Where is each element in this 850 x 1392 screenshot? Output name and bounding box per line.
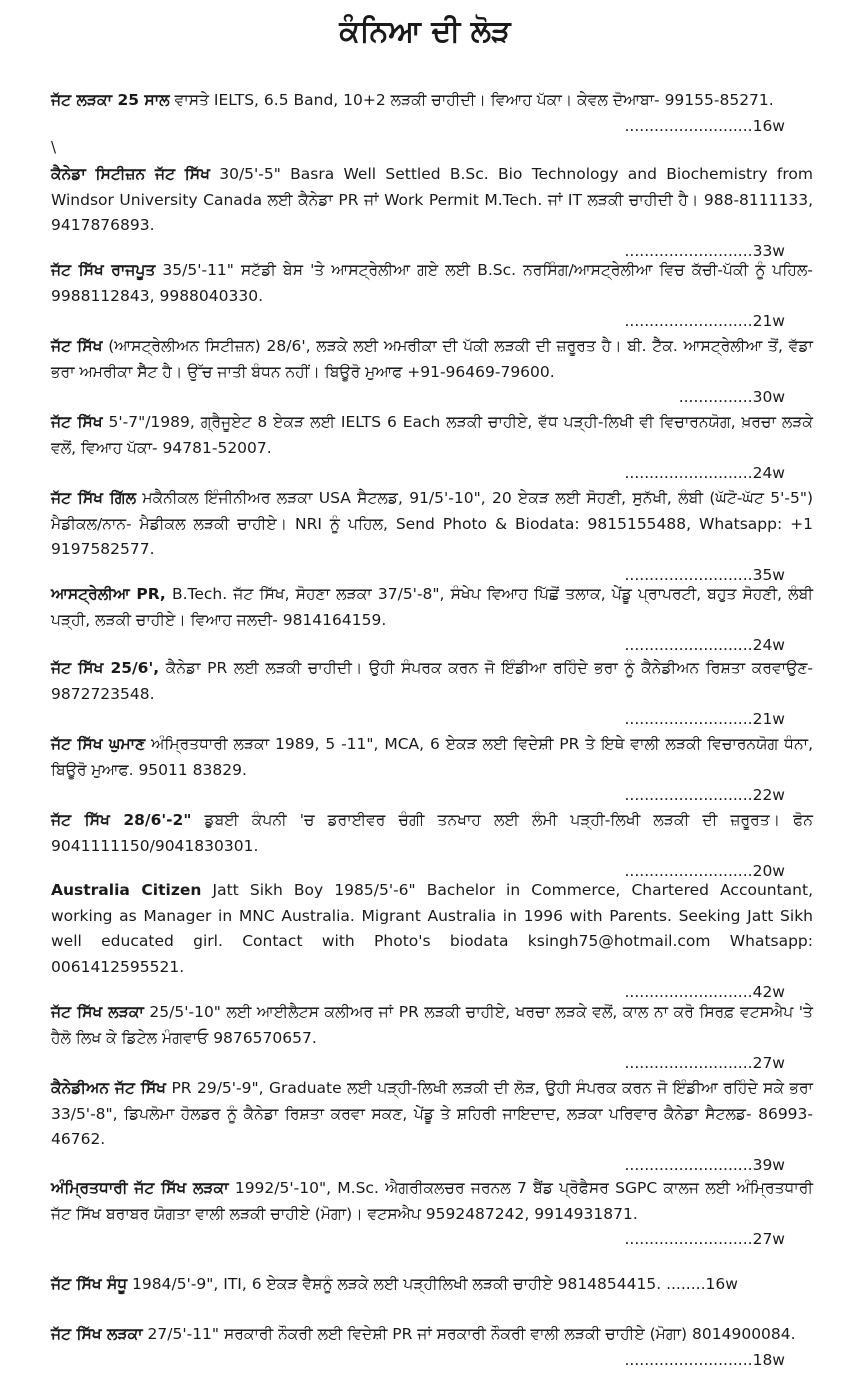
ad-body: PR 29/5'-9", Graduate ਲਈ ਪੜ੍ਹੀ-ਲਿਖੀ ਲੜਕੀ ਦੀ ਲੋੜ, ਉਹੀ ਸੰਪਰਕ ਕਰਨ ਜੋ ਇੰਡੀਆ ਰਹਿੰਦੇ ਸਕੇ ਭਰਾ 33/5'-8", ਡਿਪਲੋਮਾ ਹੋਲਡਰ ਨੂੰ ਕੈਨੇਡਾ ਰਿਸ਼ਤਾ ਕਰਵਾ ਸਕਣ, ਪੇਂਡੂ ਤੇ ਸ਼ਹਿਰੀ ਜਾਇਦਾਦ, ਲੜਕਾ ਪਰਿਵਾਰ ਕੈਨੇਡਾ ਸੈਟਲਡ- 86993-46762. xyxy=(51,1079,813,1148)
classified-ad xyxy=(51,258,813,335)
classified-ad xyxy=(51,808,813,885)
ad-code: ..........................27w xyxy=(624,1230,785,1248)
ad-code: ..........................24w xyxy=(624,636,785,654)
ad-lead: ਕੈਨੇਡਾ ਸਿਟੀਜ਼ਨ ਜੱਟ ਸਿੱਖ xyxy=(51,165,210,183)
ad-code: ...............30w xyxy=(678,388,785,406)
ad-body: ਵਾਸਤੇ IELTS, 6.5 Band, 10+2 ਲੜਕੀ ਚਾਹੀਦੀ। ਵਿਆਹ ਪੱਕਾ। ਕੇਵਲ ਦੋਆਬਾ- 99155-85271. xyxy=(169,91,774,109)
ad-body: ਅੰਮ੍ਰਿਤਧਾਰੀ ਲੜਕਾ 1989, 5 -11", MCA, 6 ਏਕੜ ਲਈ ਵਿਦੇਸ਼ੀ PR ਤੇ ਇਥੇ ਵਾਲੀ ਲੜਕੀ ਵਿਚਾਰਨਯੋਗ ਧੰਨਾ, ਬਿਊਰੋ ਮੁਆਫ. 95011 83829. xyxy=(51,735,813,779)
ad-body: 30/5'-5" Basra Well Settled B.Sc. Bio Technology and Biochemistry from Windsor University Canada ਲਈ ਕੈਨੇਡਾ PR ਜਾਂ Work Permit M.Tech. ਜਾਂ IT ਲੜਕੀ ਚਾਹੀਦੀ ਹੈ। 988-8111133, 9417876893. xyxy=(51,165,813,234)
ad-lead: ਕੈਨੇਡੀਅਨ ਜੱਟ ਸਿੱਖ xyxy=(51,1079,167,1097)
ad-lead: ਜੱਟ ਸਿੱਖ 28/6'-2" xyxy=(51,811,192,829)
ad-code: ..........................21w xyxy=(624,312,785,330)
classified-ad xyxy=(51,1000,813,1077)
classified-ad xyxy=(51,162,813,264)
ad-body: 5'-7"/1989, ਗ੍ਰੈਜੂਏਟ 8 ਏਕੜ ਲਈ IELTS 6 Each ਲੜਕੀ ਚਾਹੀਏ, ਵੱਧ ਪੜ੍ਹੀ-ਲਿਖੀ ਵੀ ਵਿਚਾਰਨਯੋਗ, ਖ਼ਰਚਾ ਲੜਕੇ ਵਲੋਂ, ਵਿਆਹ ਪੱਕਾ- 94781-52007. xyxy=(51,413,813,457)
ad-code: ..........................18w xyxy=(624,1350,785,1369)
ad-code: ..........................27w xyxy=(624,1054,785,1072)
ad-lead: ਜੱਟ ਸਿੱਖ ਲੜਕਾ xyxy=(51,1325,143,1343)
classified-ad xyxy=(51,1176,813,1253)
ad-lead: ਜੱਟ ਸਿੱਖ 25/6', xyxy=(51,659,160,677)
ad-code: ..........................42w xyxy=(624,983,785,1001)
ad-code: ..........................20w xyxy=(624,862,785,880)
classified-ad xyxy=(51,334,813,411)
ad-body: 1984/5'-9", ITI, 6 ਏਕੜ ਵੈਸ਼ਨੂੰ ਲੜਕੇ ਲਈ ਪੜ੍ਹੀਲਿਖੀ ਲੜਕੀ ਚਾਹੀਏ 9814854415. xyxy=(127,1275,662,1293)
ad-code: ..........................22w xyxy=(624,786,785,804)
classified-ad xyxy=(51,732,813,809)
ad-lead: Australia Citizen xyxy=(51,881,202,899)
ad-code: ..........................33w xyxy=(624,241,785,260)
stray-backslash: \ xyxy=(51,138,57,156)
ad-body: ਡੁਬਈ ਕੰਪਨੀ 'ਚ ਡਰਾਈਵਰ ਚੰਗੀ ਤਨਖਾਹ ਲਈ ਲੰਮੀ ਪੜ੍ਹੀ-ਲਿਖੀ ਲੜਕੀ ਦੀ ਜ਼ਰੂਰਤ। ਫੋਨ 9041111150/9041830301. xyxy=(51,811,813,855)
classified-ad xyxy=(51,1272,813,1298)
ad-code: ..........................24w xyxy=(624,464,785,482)
ad-code: ..........................39w xyxy=(624,1155,785,1174)
classified-ad xyxy=(51,582,813,659)
ad-lead: ਜੱਟ ਸਿੱਖ ਸੰਧੂ xyxy=(51,1275,128,1293)
ad-body: 27/5'-11" ਸਰਕਾਰੀ ਨੌਕਰੀ ਲਈ ਵਿਦੇਸ਼ੀ PR ਜਾਂ ਸਰਕਾਰੀ ਨੌਕਰੀ ਵਾਲੀ ਲੜਕੀ ਚਾਹੀਏ (ਮੋਗਾ) 8014900084. xyxy=(142,1325,796,1343)
ad-body: 1992/5'-10", M.Sc. ਐਗਰੀਕਲਚਰ ਜਰਨਲ 7 ਬੈਂਡ ਪ੍ਰੋਫੈਸਰ SGPC ਕਾਲਜ ਲਈ ਅੰਮ੍ਰਿਤਧਾਰੀ ਜੱਟ ਸਿੱਖ ਬਰਾਬਰ ਯੋਗਤਾ ਵਾਲੀ ਲੜਕੀ ਚਾਹੀਏ (ਮੋਗਾ)। ਵਟਸਐਪ 9592487242, 9914931871. xyxy=(51,1179,813,1223)
ad-code: ..........................16w xyxy=(624,116,785,135)
ad-code: ..........................35w xyxy=(624,565,785,584)
classified-ad xyxy=(51,410,813,487)
ad-body: 35/5'-11" ਸਟੱਡੀ ਬੇਸ 'ਤੇ ਆਸਟ੍ਰੇਲੀਆ ਗਏ ਲਈ B.Sc. ਨਰਸਿੰਗ/ਆਸਟ੍ਰੇਲੀਆ ਵਿਚ ਕੱਚੀ-ਪੱਕੀ ਨੂੰ ਪਹਿਲ- 9988112843, 9988040330. xyxy=(51,261,814,305)
ad-lead: ਜੱਟ ਸਿੱਖ ਘੁਮਾਣ xyxy=(51,735,146,753)
ad-lead: ਅੰਮ੍ਰਿਤਧਾਰੀ ਜੱਟ ਸਿੱਖ ਲੜਕਾ xyxy=(51,1179,229,1197)
ad-code: ..........................21w xyxy=(624,710,785,728)
ad-lead: ਜੱਟ ਸਿੱਖ xyxy=(51,337,103,355)
page-title: ਕੰਨਿਆ ਦੀ ਲੋੜ xyxy=(339,14,511,49)
ad-lead: ਜੱਟ ਸਿੱਖ xyxy=(51,413,103,431)
ad-body: ਮਕੈਨੀਕਲ ਇੰਜੀਨੀਅਰ ਲੜਕਾ USA ਸੈਟਲਡ, 91/5'-10", 20 ਏਕੜ ਲਈ ਸੋਹਣੀ, ਸੁਨੱਖੀ, ਲੰਬੀ (ਘੱਟੋ-ਘੱਟ 5'-5") ਮੈਡੀਕਲ/ਨਾਨ- ਮੈਡੀਕਲ ਲੜਕੀ ਚਾਹੀਏ। NRI ਨੂੰ ਪਹਿਲ, Send Photo & Biodata: 9815155488, Whatsapp: +1 9197582577. xyxy=(51,489,813,558)
classified-ad xyxy=(51,486,813,588)
ad-body: Jatt Sikh Boy 1985/5'-6" Bachelor in Commerce, Chartered Accountant, working as Manager in MNC Australia. Migrant Australia in 1996 with Parents. Seeking Jatt Sikh well educated girl. Contact with Photo's biodata ksingh75@hotmail.com Whatsapp: 0061412595521. xyxy=(51,881,813,976)
ad-lead: ਜੱਟ ਸਿੱਖ ਰਾਜਪੂਤ xyxy=(51,261,156,279)
classified-ad xyxy=(51,1322,813,1373)
ad-body: B.Tech. ਜੱਟ ਸਿੱਖ, ਸੋਹਣਾ ਲੜਕਾ 37/5'-8", ਸੰਖੇਪ ਵਿਆਹ ਪਿੱਛੋਂ ਤਲਾਕ, ਪੇਂਡੂ ਪ੍ਰਾਪਰਟੀ, ਬਹੁਤ ਸੋਹਣੀ, ਲੰਬੀ ਪੜ੍ਹੀ, ਲੜਕੀ ਚਾਹੀਏ। ਵਿਆਹ ਜਲਦੀ- 9814164159. xyxy=(51,585,814,629)
ad-body: (ਆਸਟ੍ਰੇਲੀਅਨ ਸਿਟੀਜ਼ਨ) 28/6', ਲੜਕੇ ਲਈ ਅਮਰੀਕਾ ਦੀ ਪੱਕੀ ਲੜਕੀ ਦੀ ਜ਼ਰੂਰਤ ਹੈ। ਬੀ. ਟੈੱਕ. ਆਸਟ੍ਰੇਲੀਆ ਤੋਂ, ਵੱਡਾ ਭਰਾ ਅਮਰੀਕਾ ਸੈੱਟ ਹੈ। ਉੱਚ ਜਾਤੀ ਬੰਧਨ ਨਹੀਂ। ਬਿਊਰੋ ਮੁਆਫ +91-96469-79600. xyxy=(51,337,813,381)
ad-lead: ਜੱਟ ਸਿੱਖ ਗਿੱਲ xyxy=(51,489,137,507)
classified-ad xyxy=(51,1076,813,1178)
ad-lead: ਜੱਟ ਲੜਕਾ 25 ਸਾਲ xyxy=(51,91,170,109)
classified-ad xyxy=(51,878,813,1006)
ad-lead: ਆਸਟ੍ਰੇਲੀਆ PR, xyxy=(51,585,166,603)
ad-code: ........16w xyxy=(666,1275,738,1293)
ad-body: 25/5'-10" ਲਈ ਆਈਲੈਟਸ ਕਲੀਅਰ ਜਾਂ PR ਲੜਕੀ ਚਾਹੀਏ, ਖਰਚਾ ਲੜਕੇ ਵਲੋਂ, ਕਾਲ ਨਾ ਕਰੋ ਸਿਰਫ਼ ਵਟਸਐਪ 'ਤੇ ਹੈਲੋ ਲਿਖ ਕੇ ਡਿਟੇਲ ਮੰਗਵਾਓ 9876570657. xyxy=(51,1003,813,1047)
classified-ad xyxy=(51,656,813,733)
ad-lead: ਜੱਟ ਸਿੱਖ ਲੜਕਾ xyxy=(51,1003,144,1021)
ad-body: ਕੈਨੇਡਾ PR ਲਈ ਲੜਕੀ ਚਾਹੀਦੀ। ਉਹੀ ਸੰਪਰਕ ਕਰਨ ਜੋ ਇੰਡੀਆ ਰਹਿੰਦੇ ਭਰਾ ਨੂੰ ਕੈਨੇਡੀਅਨ ਰਿਸ਼ਤਾ ਕਰਵਾਉਣ- 9872723548. xyxy=(51,659,813,703)
classified-ad xyxy=(51,88,813,139)
